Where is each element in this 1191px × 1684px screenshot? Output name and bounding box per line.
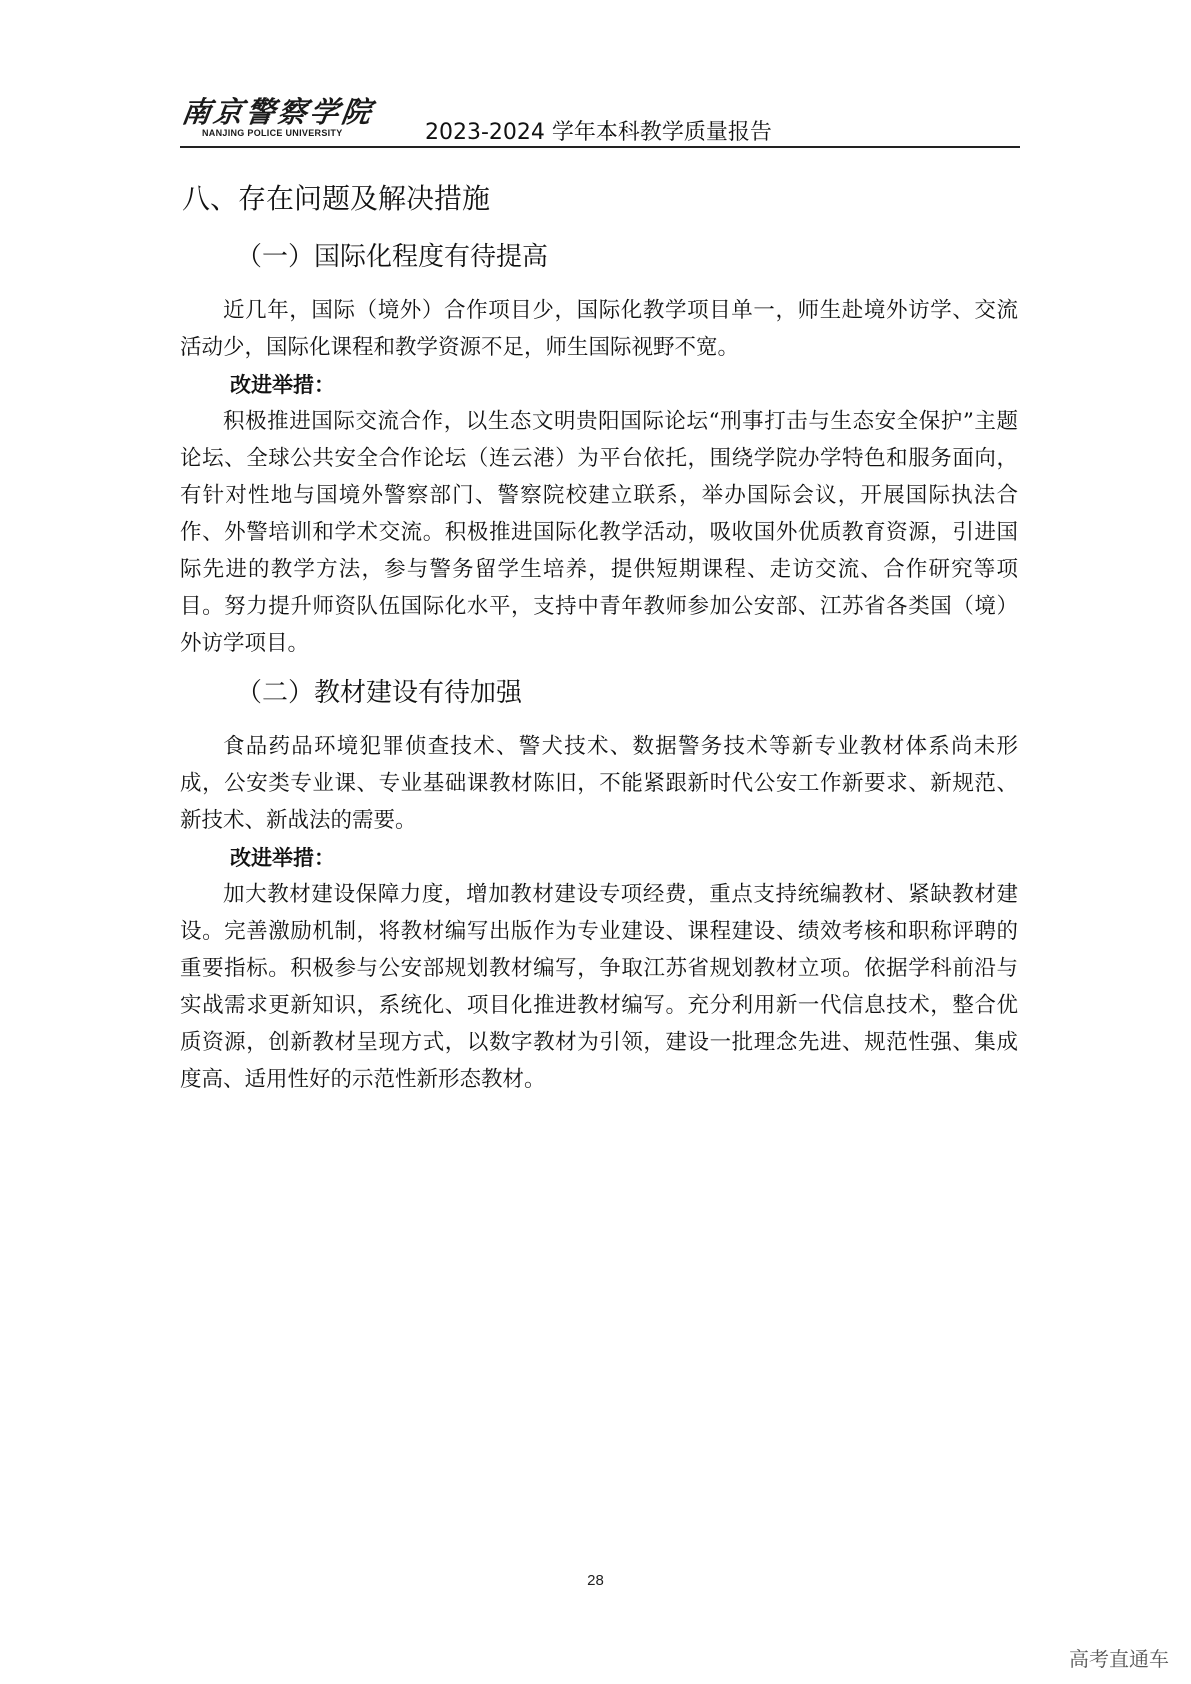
measures-label-2: 改进举措：	[230, 845, 335, 870]
problem-paragraph-1: 近几年，国际（境外）合作项目少，国际化教学项目单一，师生赴境外访学、交流活动少，国际化课程和教学资源不足，师生国际视野不宽。	[180, 298, 1018, 360]
university-logo	[179, 90, 377, 140]
page-content	[180, 172, 1018, 1098]
page-number: 28	[587, 1572, 604, 1589]
subsection-heading-1: （一）国际化程度有待提高	[236, 242, 549, 272]
measures-label-1: 改进举措：	[230, 372, 335, 397]
subsection-heading-2: （二）教材建设有待加强	[236, 678, 523, 708]
logo-english-text: NANJING POLICE UNIVERSITY	[202, 128, 343, 138]
problem-paragraph-2: 食品药品环境犯罪侦查技术、警犬技术、数据警务技术等新专业教材体系尚未形成，公安类专业课、专业基础课教材陈旧，不能紧跟新时代公安工作新要求、新规范、新技术、新战法的需要。	[180, 734, 1018, 833]
measures-paragraph-2: 加大教材建设保障力度，增加教材建设专项经费，重点支持统编教材、紧缺教材建设。完善激励机制，将教材编写出版作为专业建设、课程建设、绩效考核和职称评聘的重要指标。积极参与公安部规划教材编写，争取江苏省规划教材立项。依据学科前沿与实战需求更新知识，系统化、项目化推进教材编写。充分利用新一代信息技术，整合优质资源，创新教材呈现方式，以数字教材为引领，建设一批理念先进、规范性强、集成度高、适用性好的示范性新形态教材。	[180, 882, 1018, 1092]
measures-paragraph-1: 积极推进国际交流合作，以生态文明贵阳国际论坛“刑事打击与生态安全保护”主题论坛、全球公共安全合作论坛（连云港）为平台依托，围绕学院办学特色和服务面向，有针对性地与国境外警察部门、警察院校建立联系，举办国际会议，开展国际执法合作、外警培训和学术交流。积极推进国际化教学活动，吸收国外优质教育资源，引进国际先进的教学方法，参与警务留学生培养，提供短期课程、走访交流、合作研究等项目。努力提升师资队伍国际化水平，支持中青年教师参加公安部、江苏省各类国（境）外访学项目。	[180, 409, 1018, 656]
logo-chinese-text: 南京警察学院	[179, 95, 377, 129]
report-title: 2023-2024 学年本科教学质量报告	[425, 120, 772, 145]
page-header	[180, 84, 1020, 148]
watermark-text: 高考直通车	[1069, 1647, 1169, 1671]
section-heading: 八、存在问题及解决措施	[182, 182, 491, 215]
